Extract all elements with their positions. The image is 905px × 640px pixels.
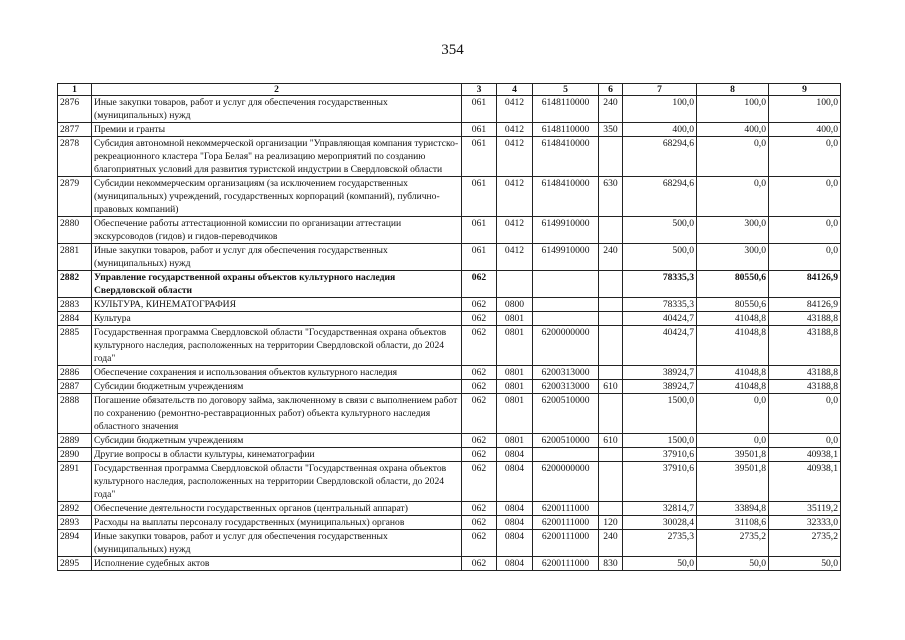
table-row: [58, 516, 841, 530]
header-cell: 3: [462, 84, 497, 96]
cell-c6: 610: [599, 434, 623, 448]
cell-c9: 40938,1: [769, 462, 841, 502]
table-row: [58, 177, 841, 217]
page-number: 354: [441, 42, 464, 58]
cell-c4: 0804: [497, 516, 533, 530]
cell-c6: [599, 137, 623, 177]
cell-c8: 80550,6: [697, 271, 769, 298]
cell-c4: 0804: [497, 530, 533, 557]
cell-c5: 6200111000: [533, 530, 599, 557]
cell-number: 2885: [58, 326, 92, 366]
cell-c8: 100,0: [697, 96, 769, 123]
cell-c7: 2735,3: [623, 530, 697, 557]
cell-c8: 41048,8: [697, 366, 769, 380]
cell-c3: 062: [462, 448, 497, 462]
cell-c7: 30028,4: [623, 516, 697, 530]
cell-c9: 0,0: [769, 217, 841, 244]
cell-c3: 062: [462, 394, 497, 434]
cell-c9: 43188,8: [769, 380, 841, 394]
cell-name: Субсидии некоммерческим организациям (за исключением государственных (муниципальных) учреждений, государственных корпораций (компаний), публично-правовых компаний): [92, 177, 462, 217]
table-row: [58, 244, 841, 271]
cell-c3: 061: [462, 123, 497, 137]
cell-c8: 80550,6: [697, 298, 769, 312]
cell-c8: 41048,8: [697, 326, 769, 366]
cell-c8: 300,0: [697, 244, 769, 271]
cell-c8: 41048,8: [697, 380, 769, 394]
header-row: [58, 84, 841, 96]
cell-name: Расходы на выплаты персоналу государственных (муниципальных) органов: [92, 516, 462, 530]
cell-c6: 350: [599, 123, 623, 137]
cell-c3: 062: [462, 502, 497, 516]
cell-c7: 38924,7: [623, 380, 697, 394]
cell-c4: 0412: [497, 244, 533, 271]
cell-c8: 41048,8: [697, 312, 769, 326]
cell-c9: 43188,8: [769, 312, 841, 326]
table-row: [58, 217, 841, 244]
cell-c8: 39501,8: [697, 448, 769, 462]
header-cell: 6: [599, 84, 623, 96]
cell-c9: 0,0: [769, 394, 841, 434]
cell-c5: 6200111000: [533, 516, 599, 530]
cell-c4: 0801: [497, 394, 533, 434]
cell-c6: 630: [599, 177, 623, 217]
cell-c6: [599, 462, 623, 502]
budget-table: [57, 83, 841, 571]
cell-c7: 37910,6: [623, 448, 697, 462]
cell-c3: 062: [462, 298, 497, 312]
cell-c3: 062: [462, 516, 497, 530]
header-cell: 1: [58, 84, 92, 96]
table-row: [58, 462, 841, 502]
cell-c7: 32814,7: [623, 502, 697, 516]
cell-c6: [599, 271, 623, 298]
cell-c4: 0801: [497, 434, 533, 448]
cell-c8: 400,0: [697, 123, 769, 137]
cell-c6: [599, 326, 623, 366]
cell-c5: [533, 312, 599, 326]
cell-number: 2882: [58, 271, 92, 298]
cell-name: Субсидии бюджетным учреждениям: [92, 434, 462, 448]
cell-number: 2891: [58, 462, 92, 502]
cell-number: 2876: [58, 96, 92, 123]
cell-number: 2893: [58, 516, 92, 530]
cell-c5: [533, 298, 599, 312]
table-row: [58, 530, 841, 557]
cell-c5: 6200510000: [533, 434, 599, 448]
cell-name: Обеспечение работы аттестационной комиссии по организации аттестации экскурсоводов (гидов) и гидов-переводчиков: [92, 217, 462, 244]
header-cell: 5: [533, 84, 599, 96]
header-cell: 4: [497, 84, 533, 96]
cell-c9: 40938,1: [769, 448, 841, 462]
cell-c6: 120: [599, 516, 623, 530]
cell-c6: 240: [599, 244, 623, 271]
table-row: [58, 557, 841, 571]
cell-c9: 0,0: [769, 244, 841, 271]
cell-number: 2881: [58, 244, 92, 271]
cell-c4: 0804: [497, 502, 533, 516]
table-row: [58, 326, 841, 366]
cell-c3: 061: [462, 177, 497, 217]
cell-c5: 6149910000: [533, 217, 599, 244]
cell-c3: 062: [462, 434, 497, 448]
cell-c5: 6200000000: [533, 326, 599, 366]
header-cell: 8: [697, 84, 769, 96]
table-row: [58, 123, 841, 137]
cell-c4: 0804: [497, 462, 533, 502]
cell-name: Государственная программа Свердловской области "Государственная охрана объектов культурного наследия, расположенных на территории Свердловской области, до 2024 года": [92, 462, 462, 502]
cell-c7: 68294,6: [623, 137, 697, 177]
cell-c3: 062: [462, 312, 497, 326]
table-row: [58, 298, 841, 312]
table-row: [58, 448, 841, 462]
cell-c9: 35119,2: [769, 502, 841, 516]
cell-c3: 062: [462, 271, 497, 298]
cell-c6: 830: [599, 557, 623, 571]
cell-name: Государственная программа Свердловской области "Государственная охрана объектов культурного наследия, расположенных на территории Свердловской области, до 2024 года": [92, 326, 462, 366]
cell-c4: 0801: [497, 326, 533, 366]
cell-c7: 78335,3: [623, 271, 697, 298]
cell-c9: 100,0: [769, 96, 841, 123]
cell-number: 2888: [58, 394, 92, 434]
cell-c3: 061: [462, 96, 497, 123]
cell-c9: 0,0: [769, 177, 841, 217]
table-row: [58, 394, 841, 434]
cell-c7: 50,0: [623, 557, 697, 571]
cell-number: 2877: [58, 123, 92, 137]
cell-c9: 50,0: [769, 557, 841, 571]
cell-number: 2880: [58, 217, 92, 244]
cell-number: 2889: [58, 434, 92, 448]
cell-c9: 84126,9: [769, 298, 841, 312]
cell-c5: [533, 271, 599, 298]
cell-name: Иные закупки товаров, работ и услуг для обеспечения государственных (муниципальных) нужд: [92, 96, 462, 123]
cell-c3: 062: [462, 366, 497, 380]
cell-number: 2894: [58, 530, 92, 557]
cell-name: Другие вопросы в области культуры, кинематографии: [92, 448, 462, 462]
cell-c4: 0412: [497, 177, 533, 217]
cell-c7: 1500,0: [623, 394, 697, 434]
cell-c8: 0,0: [697, 177, 769, 217]
table-row: [58, 312, 841, 326]
cell-name: Иные закупки товаров, работ и услуг для обеспечения государственных (муниципальных) нужд: [92, 244, 462, 271]
cell-name: Субсидия автономной некоммерческой организации "Управляющая компания туристско-рекреационного кластера "Гора Белая" на реализацию мероприятий по созданию благоприятных условий для развития туристской индустрии в Свердловской области: [92, 137, 462, 177]
cell-number: 2878: [58, 137, 92, 177]
table-row: [58, 271, 841, 298]
cell-c4: 0412: [497, 96, 533, 123]
cell-c7: 40424,7: [623, 312, 697, 326]
cell-number: 2887: [58, 380, 92, 394]
header-cell: 7: [623, 84, 697, 96]
cell-c4: 0801: [497, 380, 533, 394]
cell-c7: 1500,0: [623, 434, 697, 448]
cell-c6: 240: [599, 96, 623, 123]
cell-c4: 0412: [497, 137, 533, 177]
cell-name: Погашение обязательств по договору займа, заключенному в связи с выполнением работ по сохранению (ремонтно-реставрационных работ) объекта культурного наследия областного значения: [92, 394, 462, 434]
cell-c3: 062: [462, 380, 497, 394]
cell-c8: 0,0: [697, 394, 769, 434]
cell-c6: 610: [599, 380, 623, 394]
cell-c3: 061: [462, 137, 497, 177]
cell-name: Премии и гранты: [92, 123, 462, 137]
cell-c7: 100,0: [623, 96, 697, 123]
cell-c7: 500,0: [623, 244, 697, 271]
cell-number: 2884: [58, 312, 92, 326]
cell-c4: 0801: [497, 312, 533, 326]
cell-c6: [599, 312, 623, 326]
cell-c4: 0412: [497, 217, 533, 244]
cell-c9: 400,0: [769, 123, 841, 137]
cell-c8: 2735,2: [697, 530, 769, 557]
table-row: [58, 137, 841, 177]
cell-name: Культура: [92, 312, 462, 326]
cell-c4: 0800: [497, 298, 533, 312]
table-row: [58, 366, 841, 380]
cell-c6: [599, 394, 623, 434]
cell-name: Субсидии бюджетным учреждениям: [92, 380, 462, 394]
cell-name: Исполнение судебных актов: [92, 557, 462, 571]
cell-c5: 6148410000: [533, 137, 599, 177]
cell-c9: 43188,8: [769, 366, 841, 380]
cell-c5: 6148110000: [533, 123, 599, 137]
cell-c4: 0804: [497, 448, 533, 462]
cell-c5: 6148410000: [533, 177, 599, 217]
cell-c8: 0,0: [697, 137, 769, 177]
cell-number: 2892: [58, 502, 92, 516]
cell-number: 2883: [58, 298, 92, 312]
cell-c6: [599, 502, 623, 516]
table-row: [58, 434, 841, 448]
header-cell: 9: [769, 84, 841, 96]
cell-c5: 6149910000: [533, 244, 599, 271]
cell-c5: 6148110000: [533, 96, 599, 123]
cell-c3: 061: [462, 217, 497, 244]
cell-c3: 062: [462, 326, 497, 366]
table-row: [58, 380, 841, 394]
cell-c5: 6200111000: [533, 502, 599, 516]
cell-name: Иные закупки товаров, работ и услуг для обеспечения государственных (муниципальных) нужд: [92, 530, 462, 557]
cell-c4: [497, 271, 533, 298]
cell-c9: 32333,0: [769, 516, 841, 530]
cell-c4: 0801: [497, 366, 533, 380]
cell-c6: 240: [599, 530, 623, 557]
cell-c6: [599, 217, 623, 244]
cell-name: Обеспечение деятельности государственных органов (центральный аппарат): [92, 502, 462, 516]
cell-c9: 2735,2: [769, 530, 841, 557]
cell-c5: [533, 448, 599, 462]
cell-c9: 84126,9: [769, 271, 841, 298]
cell-number: 2879: [58, 177, 92, 217]
cell-c9: 43188,8: [769, 326, 841, 366]
cell-c7: 68294,6: [623, 177, 697, 217]
cell-name: Обеспечение сохранения и использования объектов культурного наследия: [92, 366, 462, 380]
cell-c6: [599, 298, 623, 312]
cell-number: 2895: [58, 557, 92, 571]
cell-c3: 062: [462, 557, 497, 571]
table-row: [58, 96, 841, 123]
cell-c4: 0412: [497, 123, 533, 137]
cell-c7: 37910,6: [623, 462, 697, 502]
cell-c5: 6200313000: [533, 366, 599, 380]
cell-c5: 6200111000: [533, 557, 599, 571]
cell-c6: [599, 448, 623, 462]
cell-c8: 0,0: [697, 434, 769, 448]
cell-c4: 0804: [497, 557, 533, 571]
cell-c8: 31108,6: [697, 516, 769, 530]
header-cell: 2: [92, 84, 462, 96]
cell-c8: 50,0: [697, 557, 769, 571]
cell-name: Управление государственной охраны объектов культурного наследия Свердловской области: [92, 271, 462, 298]
cell-c7: 400,0: [623, 123, 697, 137]
cell-c7: 40424,7: [623, 326, 697, 366]
cell-c5: 6200313000: [533, 380, 599, 394]
cell-c9: 0,0: [769, 434, 841, 448]
cell-number: 2890: [58, 448, 92, 462]
cell-c5: 6200000000: [533, 462, 599, 502]
cell-c8: 300,0: [697, 217, 769, 244]
cell-c3: 062: [462, 530, 497, 557]
cell-c7: 78335,3: [623, 298, 697, 312]
cell-c7: 38924,7: [623, 366, 697, 380]
cell-name: КУЛЬТУРА, КИНЕМАТОГРАФИЯ: [92, 298, 462, 312]
cell-c7: 500,0: [623, 217, 697, 244]
cell-c9: 0,0: [769, 137, 841, 177]
cell-number: 2886: [58, 366, 92, 380]
cell-c6: [599, 366, 623, 380]
table-row: [58, 502, 841, 516]
cell-c3: 062: [462, 462, 497, 502]
cell-c8: 33894,8: [697, 502, 769, 516]
cell-c5: 6200510000: [533, 394, 599, 434]
cell-c3: 061: [462, 244, 497, 271]
cell-c8: 39501,8: [697, 462, 769, 502]
